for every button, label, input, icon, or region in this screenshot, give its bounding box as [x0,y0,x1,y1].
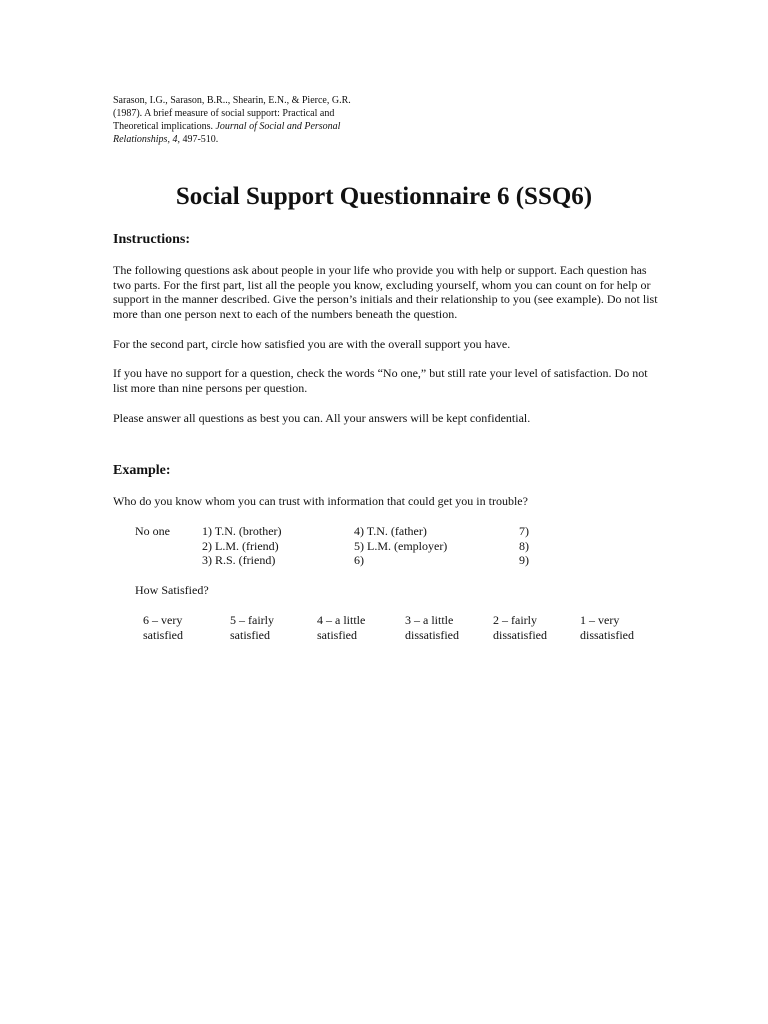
document-title: Social Support Questionnaire 6 (SSQ6) [175,183,593,210]
persons-column-1 [202,524,282,568]
scale-option-line: dissatisfied [580,627,634,642]
scale-option-line: satisfied [143,627,183,642]
scale-option-line: 1 – very [580,613,620,627]
scale-option-line: 5 – fairly [230,613,274,627]
person-entry: 2) L.M. (friend) [202,538,279,553]
scale-option-line: 3 – a little [405,613,454,627]
scale-option-3 [405,613,459,642]
person-entry: 8) [519,538,529,553]
scale-option-line: 2 – fairly [493,613,537,627]
example-heading: Example: [113,463,171,478]
person-entry: 4) T.N. (father) [354,524,427,538]
scale-option-line: 4 – a little [317,613,366,627]
scale-option-2 [493,613,547,642]
person-entry: 3) R.S. (friend) [202,553,276,567]
no-one-option: No one [135,524,170,538]
instructions-heading: Instructions: [113,232,191,247]
scale-option-1 [580,613,634,642]
scale-option-6 [143,613,183,642]
citation-authors: Sarason, I.G., Sarason, B.R.., Shearin, E.N., & Pierce, G.R. (1987). A brief measure of social support: Practical and Theoretical implications. [113,95,351,132]
person-entry: 7) [519,524,529,538]
example-question: Who do you know whom you can trust with information that could get you in trouble? [113,494,528,508]
citation-journal: Journal of Social and Personal Relationships, 4, [113,121,341,145]
how-satisfied-label: How Satisfied? [135,583,209,597]
instructions-paragraph-1: The following questions ask about people in your life who provide you with help or support. Each question has two parts. For the first part, list all the people you know, excluding yourself, whom you can count on for help or support in the manner described. Give the person’s initials and their relationship to you (see example). Do not list more than one person next to each of the numbers beneath the question. [113,263,658,321]
instructions-paragraph-4: Please answer all questions as best you can. All your answers will be kept confidential. [113,411,531,425]
scale-option-line: 6 – very [143,613,183,627]
persons-column-3 [519,524,529,568]
citation [113,94,373,146]
person-entry: 1) T.N. (brother) [202,524,282,538]
scale-option-line: dissatisfied [405,627,459,642]
person-entry: 5) L.M. (employer) [354,538,448,553]
scale-option-line: satisfied [317,627,357,642]
person-entry: 6) [354,553,364,567]
instructions-paragraph-2: For the second part, circle how satisfied you are with the overall support you have. [113,337,511,351]
scale-option-4 [317,613,365,642]
scale-option-5 [230,613,274,642]
scale-option-line: dissatisfied [493,627,547,642]
citation-pages: 497-510. [182,134,219,145]
persons-column-2 [354,524,447,568]
person-entry: 9) [519,553,529,567]
scale-option-line: satisfied [230,627,270,642]
instructions-paragraph-3: If you have no support for a question, check the words “No one,” but still rate your level of satisfaction. Do not list more than nine persons per question. [113,366,648,395]
